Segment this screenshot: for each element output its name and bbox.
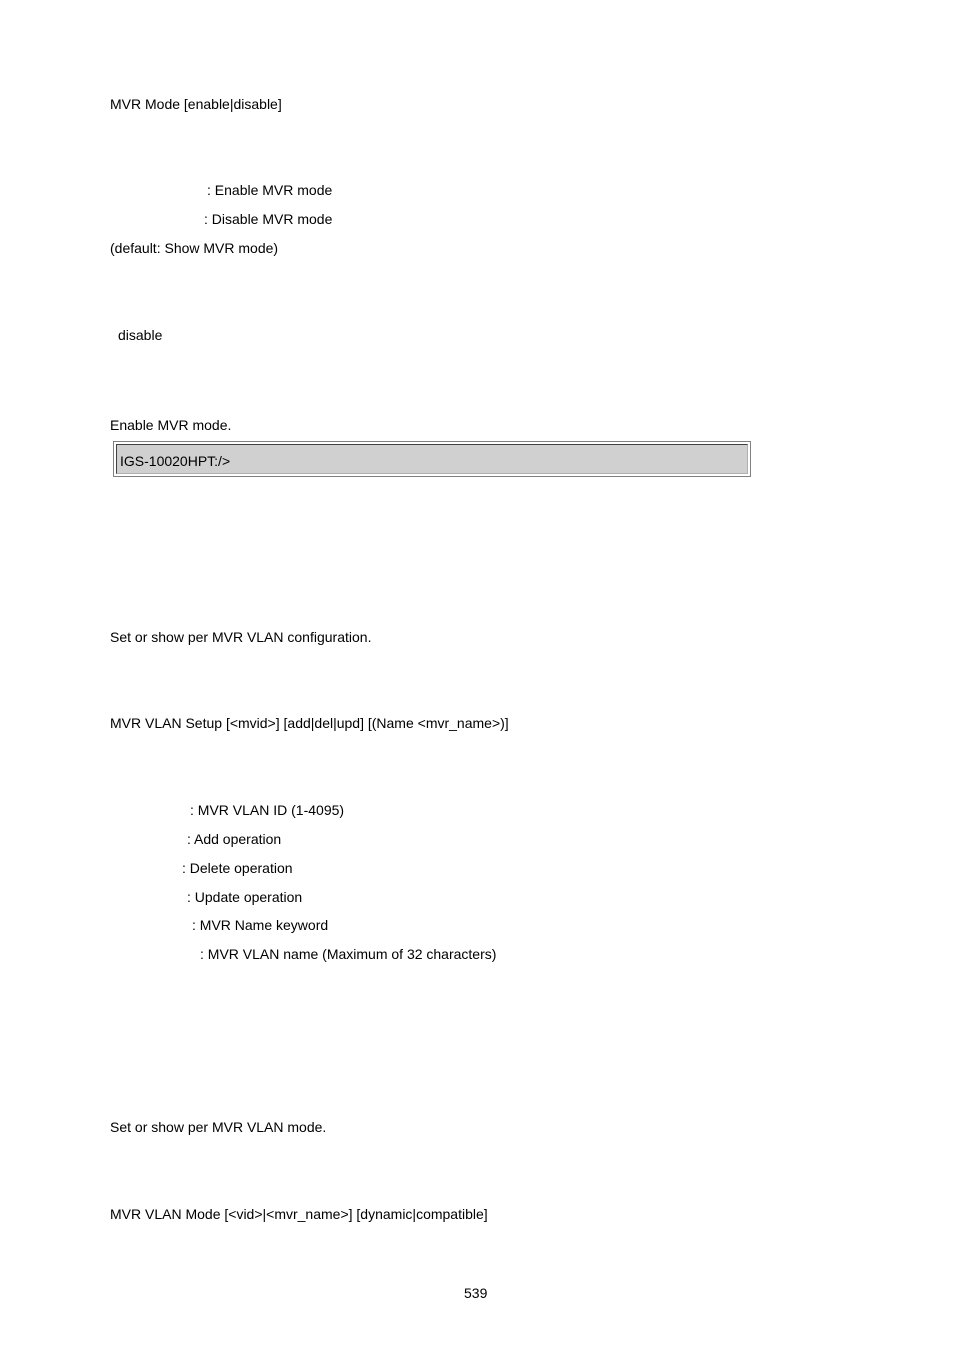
default-value: disable xyxy=(118,327,163,343)
param-name-keyword-desc: : MVR Name keyword xyxy=(192,917,329,933)
param-del-desc: : Delete operation xyxy=(182,860,293,876)
vlan-setup-description: Set or show per MVR VLAN configuration. xyxy=(110,629,372,645)
param-disable-desc: : Disable MVR mode xyxy=(204,211,333,227)
vlan-setup-syntax: MVR VLAN Setup [<mvid>] [add|del|upd] [(Name <mvr_name>)] xyxy=(110,715,509,731)
command-example-inner xyxy=(116,444,748,474)
param-add-desc: : Add operation xyxy=(187,831,282,847)
mvr-mode-syntax: MVR Mode [enable|disable] xyxy=(110,96,282,112)
param-mvid-desc: : MVR VLAN ID (1-4095) xyxy=(190,802,345,818)
vlan-mode-syntax: MVR VLAN Mode [<vid>|<mvr_name>] [dynamic|compatible] xyxy=(110,1206,488,1222)
example-description: Enable MVR mode. xyxy=(110,417,232,433)
vlan-mode-description: Set or show per MVR VLAN mode. xyxy=(110,1119,327,1135)
page-number: 539 xyxy=(464,1285,488,1301)
command-example-text: IGS-10020HPT:/> xyxy=(120,453,231,469)
param-mvr-name-desc: : MVR VLAN name (Maximum of 32 characters) xyxy=(200,946,497,962)
param-enable-desc: : Enable MVR mode xyxy=(207,182,333,198)
param-upd-desc: : Update operation xyxy=(187,889,303,905)
command-example-box xyxy=(113,441,751,477)
default-note: (default: Show MVR mode) xyxy=(110,240,279,256)
